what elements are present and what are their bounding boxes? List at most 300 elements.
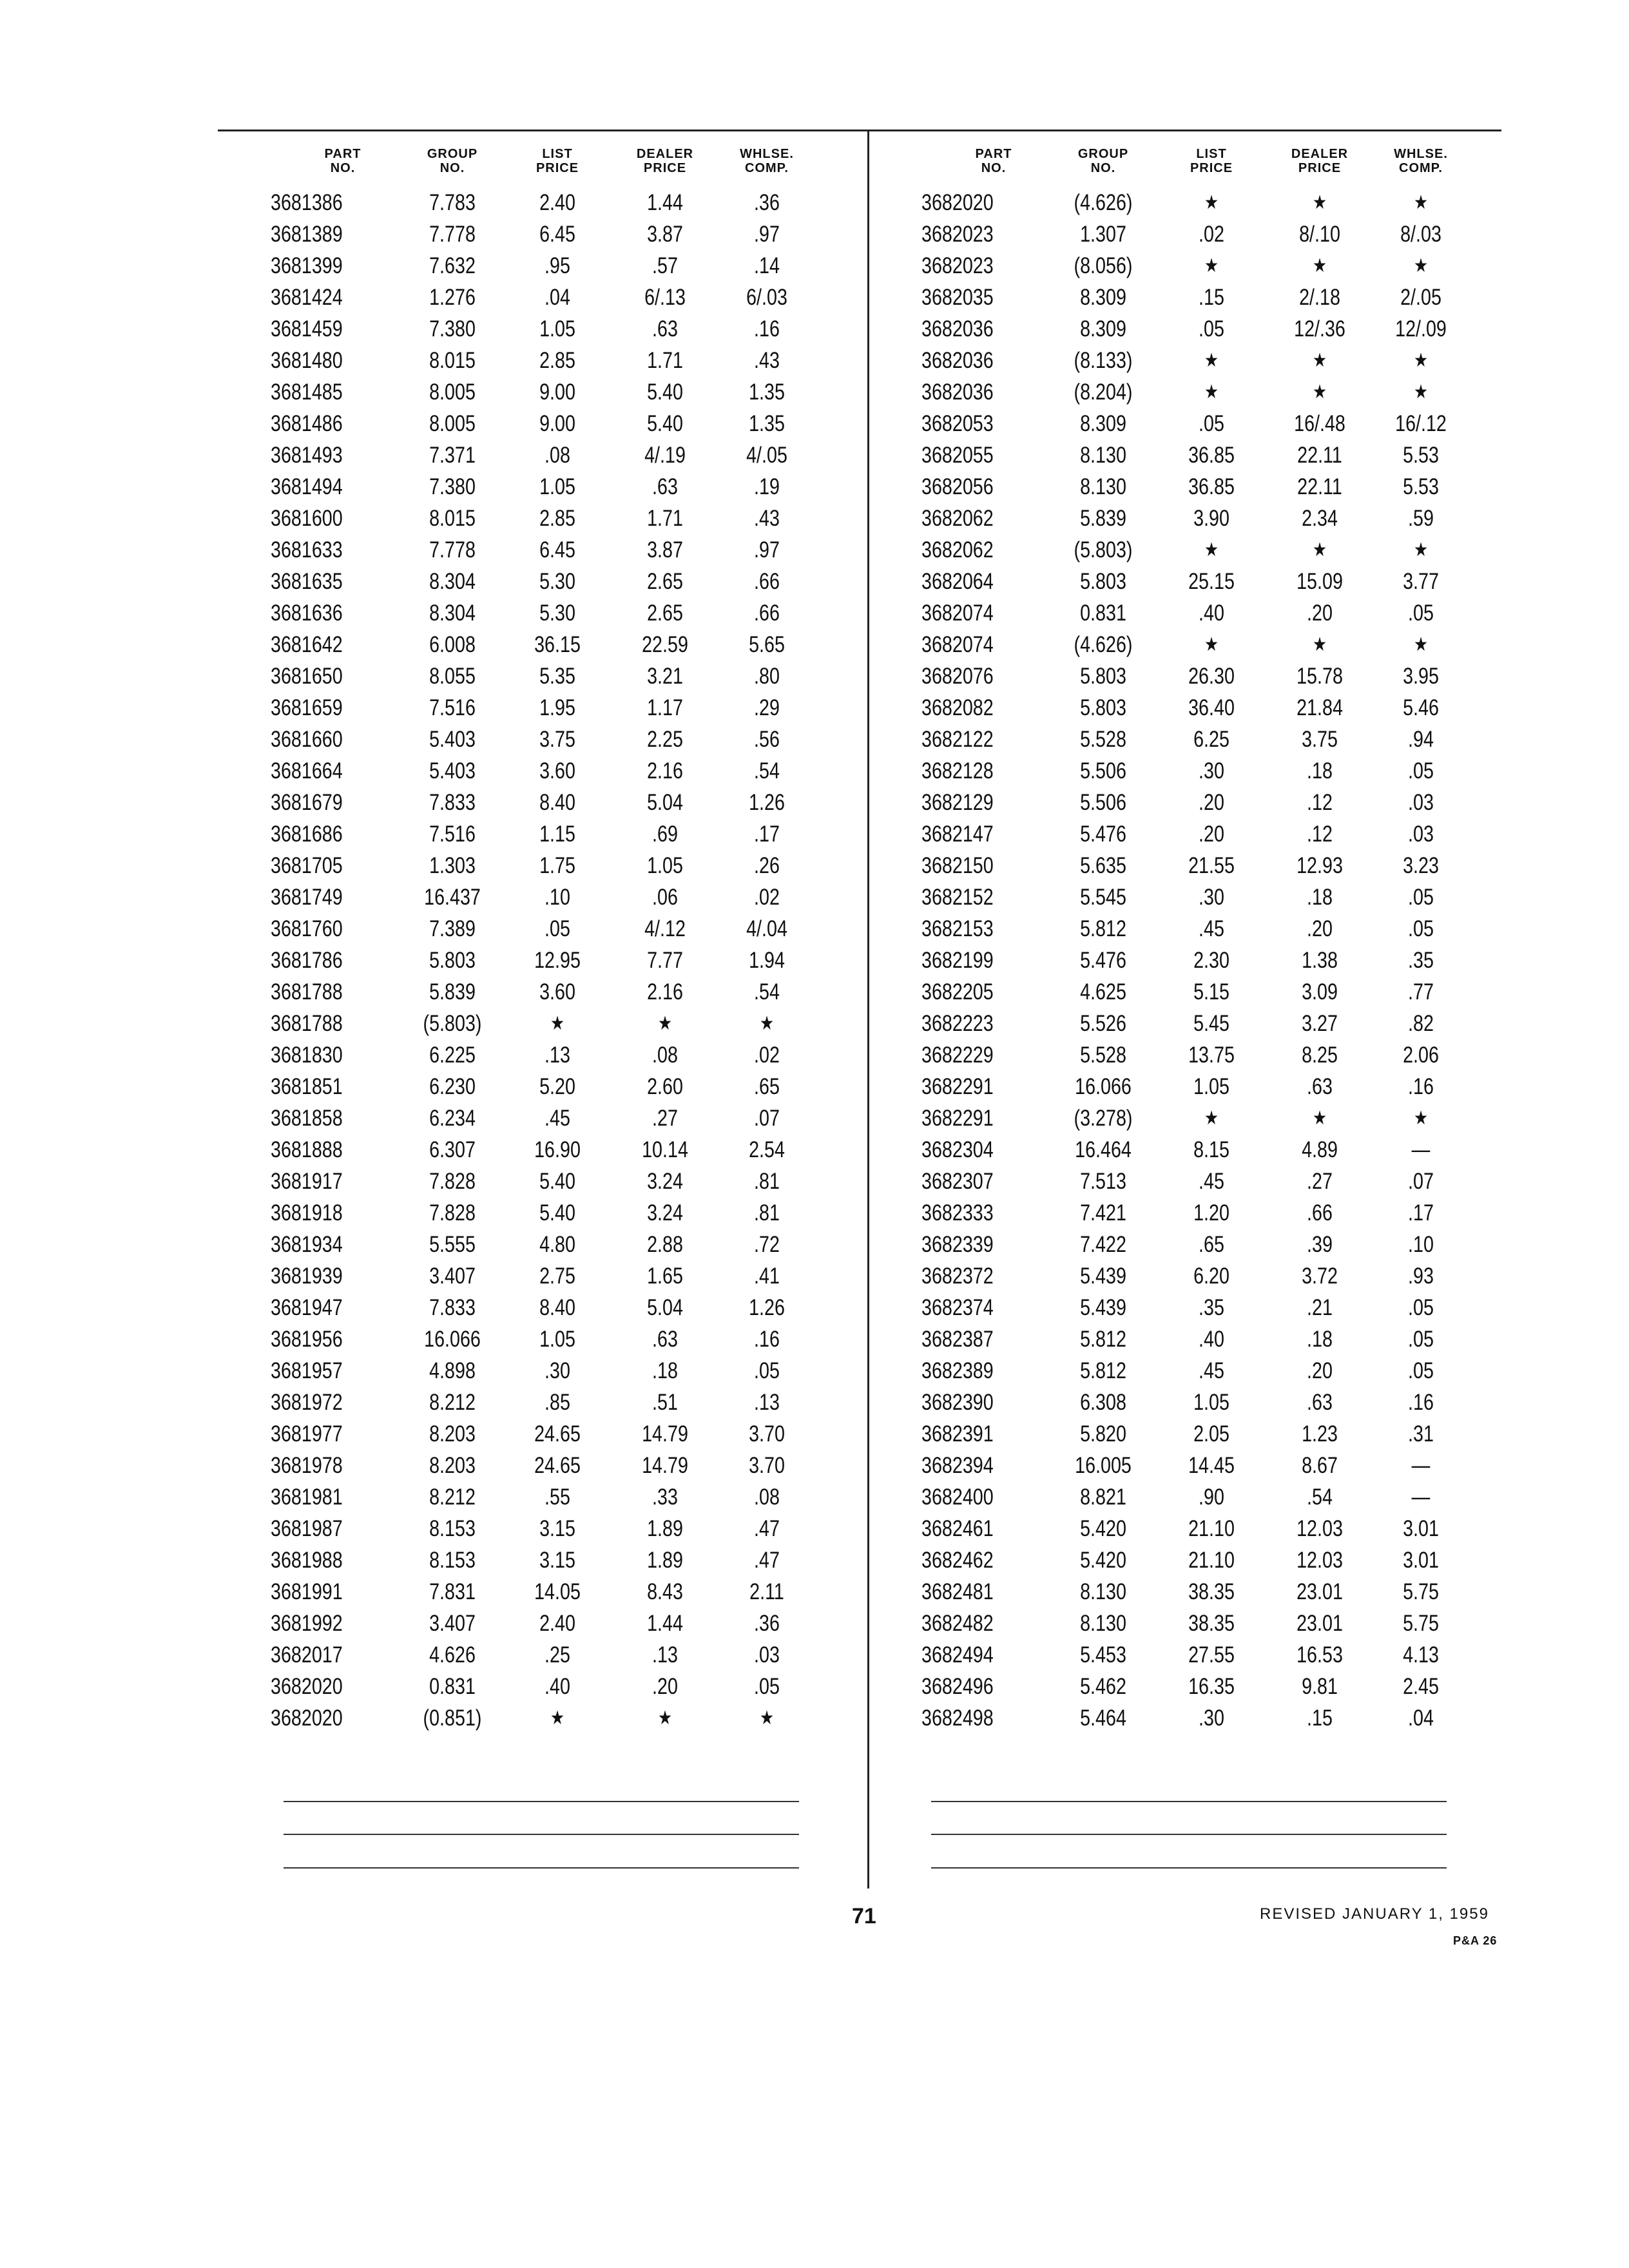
part-number-cell: 3682462 <box>921 1548 994 1573</box>
list-price-cell: ★ <box>550 1707 565 1729</box>
list-price-cell: 1.05 <box>1193 1074 1229 1099</box>
list-price-cell: ★ <box>1204 634 1219 655</box>
dealer-price-cell: .63 <box>652 474 678 499</box>
group-number-cell: 4.625 <box>1080 979 1126 1004</box>
dealer-price-cell: 2.65 <box>647 569 683 594</box>
list-price-cell: .55 <box>545 1485 570 1510</box>
group-number-cell: (4.626) <box>1074 632 1133 657</box>
part-number-cell: 3681934 <box>271 1232 343 1257</box>
list-price-cell: 14.45 <box>1188 1453 1235 1478</box>
group-number-cell: 1.303 <box>429 853 476 878</box>
group-number-cell: 6.234 <box>429 1106 476 1131</box>
dealer-price-cell: 22.11 <box>1297 443 1342 468</box>
dealer-price-cell: .15 <box>1307 1706 1333 1731</box>
dealer-price-cell: 1.38 <box>1302 948 1338 973</box>
list-price-cell: .05 <box>1199 316 1224 341</box>
whlse-comp-cell: .03 <box>1408 822 1434 847</box>
list-price-cell: 36.15 <box>534 632 581 657</box>
list-price-cell: .25 <box>545 1642 570 1667</box>
list-price-cell: 3.90 <box>1193 506 1229 531</box>
list-price-cell: .05 <box>1199 411 1224 436</box>
group-no-header: GROUP NO. <box>1077 147 1129 175</box>
list-price-cell: .10 <box>545 885 570 910</box>
part-number-cell: 3682053 <box>921 411 994 436</box>
group-number-cell: 7.389 <box>429 916 476 941</box>
part-number-cell: 3682394 <box>921 1453 994 1478</box>
list-price-cell: 2.30 <box>1193 948 1229 973</box>
whlse-comp-header: WHLSE. COMP. <box>1394 147 1448 175</box>
whlse-comp-cell: .08 <box>754 1485 780 1510</box>
whlse-comp-cell: 1.26 <box>749 1295 785 1320</box>
dealer-price-cell: 3.75 <box>1302 727 1338 752</box>
dealer-price-cell: .06 <box>652 885 678 910</box>
list-price-cell: 36.85 <box>1188 474 1235 499</box>
section-code: P&A 26 <box>1453 1934 1498 1947</box>
part-number-cell: 3682017 <box>271 1642 343 1667</box>
dealer-price-cell: 15.78 <box>1296 664 1343 689</box>
list-price-cell: 26.30 <box>1188 664 1235 689</box>
group-number-cell: 5.528 <box>1080 1043 1126 1068</box>
dealer-price-cell: 1.65 <box>647 1264 683 1289</box>
part-number-cell: 3681956 <box>271 1327 343 1352</box>
list-price-cell: 24.65 <box>534 1421 581 1446</box>
whlse-comp-cell: .05 <box>754 1358 780 1383</box>
group-number-cell: 5.453 <box>1080 1642 1126 1667</box>
dealer-price-cell: ★ <box>1312 539 1327 561</box>
dealer-price-cell: 16/.48 <box>1294 411 1345 436</box>
part-number-cell: 3682036 <box>921 380 994 405</box>
group-no-header: GROUP NO. <box>427 147 478 175</box>
group-number-cell: 16.464 <box>1075 1137 1132 1162</box>
whlse-comp-cell: .05 <box>1408 1327 1434 1352</box>
dealer-price-cell: 2.88 <box>647 1232 683 1257</box>
whlse-comp-cell: 6/.03 <box>746 285 787 310</box>
dealer-price-cell: .54 <box>1307 1485 1333 1510</box>
part-number-cell: 3681705 <box>271 853 343 878</box>
dealer-price-cell: ★ <box>657 1707 673 1729</box>
part-number-cell: 3682498 <box>921 1706 994 1731</box>
page-number: 71 <box>852 1904 876 1928</box>
whlse-comp-cell: ★ <box>1413 381 1429 403</box>
group-number-cell: 8.015 <box>429 506 476 531</box>
part-number-cell: 3682199 <box>921 948 994 973</box>
whlse-comp-cell: .14 <box>754 253 780 278</box>
group-number-cell: 7.828 <box>429 1200 476 1225</box>
whlse-comp-cell: .43 <box>754 348 780 373</box>
group-number-cell: 16.066 <box>424 1327 481 1352</box>
group-number-cell: 7.778 <box>429 222 476 247</box>
list-price-cell: .40 <box>545 1674 570 1699</box>
dealer-price-cell: 12.03 <box>1296 1548 1343 1573</box>
part-number-cell: 3682400 <box>921 1485 994 1510</box>
list-price-cell: .30 <box>545 1358 570 1383</box>
list-price-header: LIST PRICE <box>1190 147 1233 175</box>
whlse-comp-cell: 4/.05 <box>746 443 787 468</box>
whlse-comp-cell: .36 <box>754 1611 780 1636</box>
part-number-cell: 3682129 <box>921 790 994 815</box>
whlse-comp-cell: .10 <box>1408 1232 1434 1257</box>
whlse-comp-cell: .02 <box>754 1043 780 1068</box>
whlse-comp-cell: 3.23 <box>1403 853 1439 878</box>
list-price-cell: 1.95 <box>539 695 575 720</box>
dealer-price-cell: 14.79 <box>642 1421 688 1446</box>
whlse-comp-cell: 1.35 <box>749 380 785 405</box>
group-number-cell: 5.403 <box>429 727 476 752</box>
whlse-comp-cell: .13 <box>754 1390 780 1415</box>
dealer-price-cell: 8.43 <box>647 1579 683 1604</box>
part-number-cell: 3682304 <box>921 1137 994 1162</box>
list-price-cell: 3.15 <box>539 1548 575 1573</box>
group-number-cell: 7.831 <box>429 1579 476 1604</box>
part-number-cell: 3681686 <box>271 822 343 847</box>
list-price-cell: 1.15 <box>539 822 575 847</box>
part-number-cell: 3682023 <box>921 222 994 247</box>
part-number-cell: 3681389 <box>271 222 343 247</box>
dealer-price-cell: .66 <box>1307 1200 1333 1225</box>
whlse-comp-cell: .05 <box>754 1674 780 1699</box>
dealer-price-cell: 12.03 <box>1296 1516 1343 1541</box>
top-rule <box>218 130 1501 131</box>
group-number-cell: 8.130 <box>1080 1611 1126 1636</box>
dealer-price-cell: 2.34 <box>1302 506 1338 531</box>
dealer-price-cell: 1.17 <box>647 695 683 720</box>
group-number-cell: 7.513 <box>1080 1169 1126 1194</box>
group-number-cell: (8.133) <box>1074 348 1133 373</box>
list-price-cell: 6.20 <box>1193 1264 1229 1289</box>
part-no-header: PART NO. <box>324 147 361 175</box>
dealer-price-cell: .69 <box>652 822 678 847</box>
part-number-cell: 3682461 <box>921 1516 994 1541</box>
whlse-comp-cell: 1.26 <box>749 790 785 815</box>
group-number-cell: 0.831 <box>1080 601 1126 626</box>
whlse-comp-cell: 5.65 <box>749 632 785 657</box>
group-number-cell: 16.437 <box>424 885 481 910</box>
list-price-cell: 38.35 <box>1188 1611 1235 1636</box>
group-number-cell: 5.839 <box>429 979 476 1004</box>
part-number-cell: 3682374 <box>921 1295 994 1320</box>
part-number-cell: 3681664 <box>271 758 343 783</box>
dealer-price-cell: 3.27 <box>1302 1011 1338 1036</box>
list-price-cell: .40 <box>1199 1327 1224 1352</box>
list-price-cell: 6.25 <box>1193 727 1229 752</box>
whlse-comp-cell: 2.11 <box>749 1579 784 1604</box>
center-divider <box>867 131 869 1888</box>
list-price-cell: 25.15 <box>1188 569 1235 594</box>
group-number-cell: 8.304 <box>429 569 476 594</box>
dealer-price-cell: 4/.12 <box>644 916 686 941</box>
part-number-cell: 3681851 <box>271 1074 343 1099</box>
dealer-price-cell: 9.81 <box>1302 1674 1338 1699</box>
group-number-cell: 7.632 <box>429 253 476 278</box>
part-number-cell: 3681386 <box>271 190 343 215</box>
list-price-cell: .45 <box>545 1106 570 1131</box>
dealer-price-cell: 3.87 <box>647 222 683 247</box>
dealer-price-cell: 4.89 <box>1302 1137 1338 1162</box>
part-number-cell: 3682223 <box>921 1011 994 1036</box>
dealer-price-cell: 3.09 <box>1302 979 1338 1004</box>
dealer-price-cell: ★ <box>1312 192 1327 213</box>
list-price-cell: .30 <box>1199 885 1224 910</box>
group-number-cell: 8.203 <box>429 1421 476 1446</box>
list-price-cell: .45 <box>1199 916 1224 941</box>
dealer-price-cell: ★ <box>1312 350 1327 371</box>
dealer-price-cell: ★ <box>1312 255 1327 276</box>
list-price-cell: .30 <box>1199 1706 1224 1731</box>
part-number-cell: 3681494 <box>271 474 343 499</box>
group-number-cell: 5.812 <box>1080 1358 1126 1383</box>
group-number-cell: 7.833 <box>429 790 476 815</box>
list-price-cell: 3.15 <box>539 1516 575 1541</box>
part-number-cell: 3682494 <box>921 1642 994 1667</box>
group-number-cell: 8.055 <box>429 664 476 689</box>
dealer-price-cell: 2.60 <box>647 1074 683 1099</box>
part-number-cell: 3681830 <box>271 1043 343 1068</box>
group-number-cell: 8.130 <box>1080 1579 1126 1604</box>
whlse-comp-cell: .94 <box>1408 727 1434 752</box>
whlse-comp-cell: .97 <box>754 222 780 247</box>
list-price-cell: 1.05 <box>539 1327 575 1352</box>
group-number-cell: 8.005 <box>429 380 476 405</box>
group-number-cell: 6.307 <box>429 1137 476 1162</box>
part-number-cell: 3682128 <box>921 758 994 783</box>
whlse-comp-cell: 3.95 <box>1403 664 1439 689</box>
dealer-price-cell: 2.65 <box>647 601 683 626</box>
group-number-cell: (3.278) <box>1074 1106 1133 1131</box>
list-price-cell: ★ <box>1204 192 1219 213</box>
list-price-cell: .45 <box>1199 1169 1224 1194</box>
whlse-comp-cell: — <box>1411 1453 1431 1478</box>
whlse-comp-cell: 4/.04 <box>746 916 787 941</box>
list-price-cell: .13 <box>545 1043 570 1068</box>
group-number-cell: 5.635 <box>1080 853 1126 878</box>
list-price-cell: 16.35 <box>1188 1674 1235 1699</box>
whlse-comp-cell: ★ <box>759 1707 775 1729</box>
list-price-cell: 5.30 <box>539 601 575 626</box>
dealer-price-cell: 5.40 <box>647 380 683 405</box>
list-price-cell: 2.75 <box>539 1264 575 1289</box>
dealer-price-cell: 8.25 <box>1302 1043 1338 1068</box>
dealer-price-cell: 1.89 <box>647 1548 683 1573</box>
part-number-cell: 3681972 <box>271 1390 343 1415</box>
part-number-cell: 3681459 <box>271 316 343 341</box>
part-number-cell: 3682152 <box>921 885 994 910</box>
dealer-price-cell: .20 <box>1307 1358 1333 1383</box>
part-number-cell: 3682020 <box>271 1674 343 1699</box>
group-number-cell: 4.626 <box>429 1642 476 1667</box>
list-price-cell: 5.40 <box>539 1200 575 1225</box>
part-number-cell: 3681978 <box>271 1453 343 1478</box>
list-price-cell: .95 <box>545 253 570 278</box>
dealer-price-cell: 22.59 <box>642 632 688 657</box>
part-number-cell: 3682082 <box>921 695 994 720</box>
group-number-cell: 5.476 <box>1080 948 1126 973</box>
list-price-cell: .08 <box>545 443 570 468</box>
whlse-comp-cell: .05 <box>1408 916 1434 941</box>
dealer-price-cell: 3.24 <box>647 1169 683 1194</box>
list-price-cell: ★ <box>1204 350 1219 371</box>
group-number-cell: 8.212 <box>429 1485 476 1510</box>
part-number-cell: 3682387 <box>921 1327 994 1352</box>
whlse-comp-cell: .43 <box>754 506 780 531</box>
list-price-cell: ★ <box>1204 1108 1219 1129</box>
dealer-price-cell: .21 <box>1307 1295 1333 1320</box>
dealer-price-header: DEALER PRICE <box>636 147 694 175</box>
whlse-comp-cell: 3.77 <box>1403 569 1439 594</box>
dealer-price-cell: .63 <box>652 316 678 341</box>
whlse-comp-cell: .80 <box>754 664 780 689</box>
whlse-comp-cell: .16 <box>754 1327 780 1352</box>
dealer-price-cell: .51 <box>652 1390 678 1415</box>
whlse-comp-cell: .04 <box>1408 1706 1434 1731</box>
list-price-cell: 1.75 <box>539 853 575 878</box>
group-number-cell: 8.005 <box>429 411 476 436</box>
whlse-comp-cell: .36 <box>754 190 780 215</box>
dealer-price-cell: 1.71 <box>647 348 683 373</box>
whlse-comp-cell: 3.70 <box>749 1453 785 1478</box>
group-number-cell: 8.203 <box>429 1453 476 1478</box>
list-price-cell: 21.55 <box>1188 853 1235 878</box>
whlse-comp-cell: — <box>1411 1137 1431 1162</box>
list-price-cell: 1.05 <box>539 316 575 341</box>
part-number-cell: 3681480 <box>271 348 343 373</box>
dealer-price-cell: 21.84 <box>1296 695 1343 720</box>
group-number-cell: 8.304 <box>429 601 476 626</box>
group-number-cell: 5.545 <box>1080 885 1126 910</box>
group-number-cell: (5.803) <box>1074 537 1133 562</box>
whlse-comp-cell: .05 <box>1408 1295 1434 1320</box>
part-number-cell: 3681636 <box>271 601 343 626</box>
dealer-price-cell: .57 <box>652 253 678 278</box>
list-price-cell: .35 <box>1199 1295 1224 1320</box>
group-number-cell: (5.803) <box>423 1011 482 1036</box>
part-number-cell: 3682291 <box>921 1106 994 1131</box>
group-number-cell: 5.420 <box>1080 1548 1126 1573</box>
group-number-cell: 7.516 <box>429 822 476 847</box>
whlse-comp-cell: .82 <box>1408 1011 1434 1036</box>
part-number-cell: 3681399 <box>271 253 343 278</box>
part-number-cell: 3681987 <box>271 1516 343 1541</box>
part-number-cell: 3682036 <box>921 348 994 373</box>
list-price-cell: 3.60 <box>539 979 575 1004</box>
list-price-cell: .20 <box>1199 822 1224 847</box>
part-number-cell: 3681988 <box>271 1548 343 1573</box>
whlse-comp-cell: 8/.03 <box>1400 222 1441 247</box>
dealer-price-cell: 7.77 <box>647 948 683 973</box>
whlse-comp-cell: .07 <box>1408 1169 1434 1194</box>
group-number-cell: 8.309 <box>1080 316 1126 341</box>
list-price-cell: 2.40 <box>539 1611 575 1636</box>
list-price-cell: .85 <box>545 1390 570 1415</box>
dealer-price-cell: .12 <box>1307 790 1333 815</box>
part-number-cell: 3682339 <box>921 1232 994 1257</box>
part-number-cell: 3682074 <box>921 601 994 626</box>
dealer-price-cell: .18 <box>1307 758 1333 783</box>
dealer-price-cell: .27 <box>652 1106 678 1131</box>
list-price-cell: 1.20 <box>1193 1200 1229 1225</box>
blank-line <box>931 1834 1447 1835</box>
group-number-cell: 7.778 <box>429 537 476 562</box>
dealer-price-cell: .18 <box>1307 1327 1333 1352</box>
dealer-price-cell: 1.23 <box>1302 1421 1338 1446</box>
dealer-price-cell: 14.79 <box>642 1453 688 1478</box>
part-number-cell: 3681749 <box>271 885 343 910</box>
list-price-cell: 38.35 <box>1188 1579 1235 1604</box>
part-number-cell: 3681485 <box>271 380 343 405</box>
whlse-comp-cell: 2.45 <box>1403 1674 1439 1699</box>
list-price-cell: 5.20 <box>539 1074 575 1099</box>
whlse-comp-cell: .54 <box>754 979 780 1004</box>
part-number-cell: 3681788 <box>271 979 343 1004</box>
dealer-price-cell: ★ <box>1312 1108 1327 1129</box>
part-number-cell: 3682035 <box>921 285 994 310</box>
group-number-cell: 5.506 <box>1080 790 1126 815</box>
group-number-cell: 5.803 <box>429 948 476 973</box>
list-price-cell: 21.10 <box>1188 1516 1235 1541</box>
dealer-price-cell: .20 <box>1307 601 1333 626</box>
whlse-comp-cell: .81 <box>754 1169 780 1194</box>
part-number-cell: 3681939 <box>271 1264 343 1289</box>
whlse-comp-cell: 1.35 <box>749 411 785 436</box>
group-number-cell: 5.439 <box>1080 1264 1126 1289</box>
group-number-cell: 5.403 <box>429 758 476 783</box>
list-price-cell: 14.05 <box>534 1579 581 1604</box>
dealer-price-header: DEALER PRICE <box>1291 147 1349 175</box>
dealer-price-cell: 3.21 <box>647 664 683 689</box>
group-number-cell: 5.555 <box>429 1232 476 1257</box>
dealer-price-cell: ★ <box>1312 634 1327 655</box>
whlse-comp-cell: 5.75 <box>1403 1611 1439 1636</box>
part-number-cell: 3682291 <box>921 1074 994 1099</box>
group-number-cell: 16.005 <box>1075 1453 1132 1478</box>
whlse-comp-cell: 16/.12 <box>1395 411 1447 436</box>
dealer-price-cell: .12 <box>1307 822 1333 847</box>
whlse-comp-cell: ★ <box>1413 539 1429 561</box>
part-number-cell: 3682390 <box>921 1390 994 1415</box>
list-price-cell: 6.45 <box>539 537 575 562</box>
whlse-comp-cell: 2.54 <box>749 1137 785 1162</box>
dealer-price-cell: .63 <box>1307 1390 1333 1415</box>
whlse-comp-cell: .56 <box>754 727 780 752</box>
group-number-cell: 4.898 <box>429 1358 476 1383</box>
group-number-cell: 5.462 <box>1080 1674 1126 1699</box>
group-number-cell: 5.464 <box>1080 1706 1126 1731</box>
whlse-comp-cell: .26 <box>754 853 780 878</box>
dealer-price-cell: 1.44 <box>647 190 683 215</box>
part-number-cell: 3682062 <box>921 537 994 562</box>
whlse-comp-cell: .47 <box>754 1548 780 1573</box>
part-number-cell: 3681917 <box>271 1169 343 1194</box>
list-price-cell: .90 <box>1199 1485 1224 1510</box>
whlse-comp-cell: 4.13 <box>1403 1642 1439 1667</box>
group-number-cell: 8.821 <box>1080 1485 1126 1510</box>
group-number-cell: 5.803 <box>1080 569 1126 594</box>
part-number-cell: 3682333 <box>921 1200 994 1225</box>
whlse-comp-cell: .03 <box>1408 790 1434 815</box>
dealer-price-cell: 1.71 <box>647 506 683 531</box>
list-price-cell: 1.05 <box>1193 1390 1229 1415</box>
whlse-comp-cell: .16 <box>1408 1074 1434 1099</box>
blank-line <box>931 1867 1447 1869</box>
part-number-cell: 3681633 <box>271 537 343 562</box>
part-number-cell: 3681650 <box>271 664 343 689</box>
group-number-cell: 6.008 <box>429 632 476 657</box>
dealer-price-cell: 1.89 <box>647 1516 683 1541</box>
group-number-cell: 5.439 <box>1080 1295 1126 1320</box>
group-number-cell: 5.839 <box>1080 506 1126 531</box>
part-number-cell: 3681493 <box>271 443 343 468</box>
list-price-cell: .65 <box>1199 1232 1224 1257</box>
part-number-cell: 3682389 <box>921 1358 994 1383</box>
